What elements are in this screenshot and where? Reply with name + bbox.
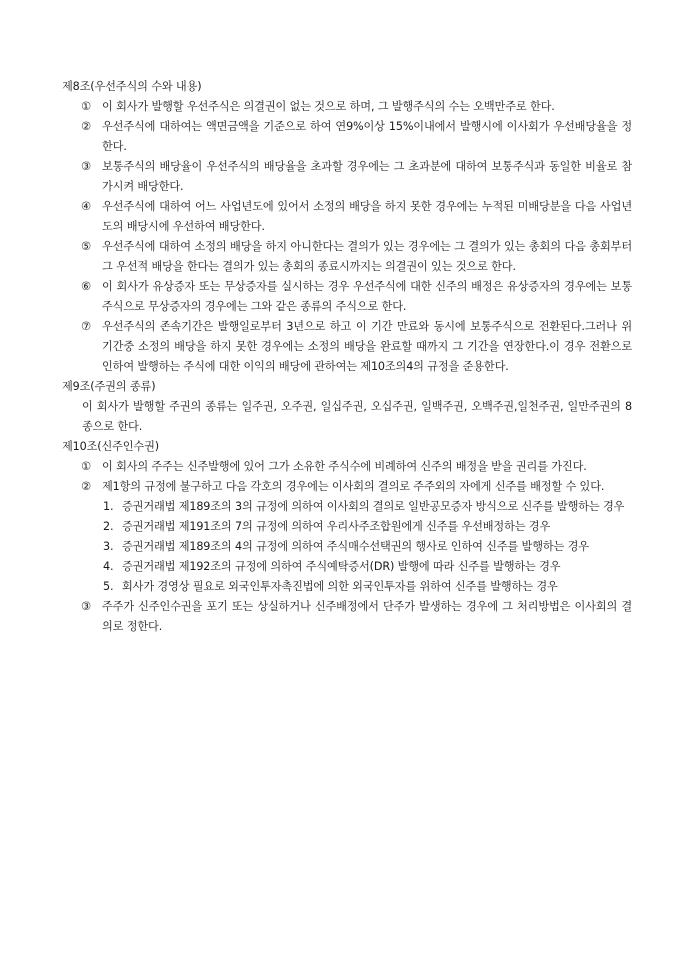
item-text: 증권거래법 제191조의 7의 규정에 의하여 우리사주조합원에게 신주를 우선배정하는 경우 [122, 520, 551, 533]
article-8-paragraph-3 [62, 157, 632, 197]
paragraph-marker: ① [81, 460, 91, 473]
article-9-heading: 제9조(주권의 종류) [62, 380, 156, 393]
paragraph-text: 주주가 신주인수권을 포기 또는 상실하거나 신주배정에서 단주가 발생하는 경우에 그 처리방법은 이사회의 결의로 정한다. [102, 600, 632, 633]
item-text: 증권거래법 제189조의 4의 규정에 의하여 주식매수선택권의 행사로 인하여 신주를 발행하는 경우 [122, 540, 589, 553]
article-8-paragraph-4 [62, 197, 632, 237]
article-9-text: 이 회사가 발행할 주권의 종류는 일주권, 오주권, 일십주권, 오십주권, 일백주권, 오백주권,일천주권, 일만주권의 8종으로 한다. [82, 400, 632, 433]
paragraph-marker: ① [81, 100, 91, 113]
item-text: 회사가 경영상 필요로 외국인투자촉진법에 의한 외국인투자를 위하여 신주를 발행하는 경우 [122, 580, 558, 593]
item-text: 증권거래법 제189조의 3의 규정에 의하여 이사회의 결의로 일반공모증자 방식으로 신주를 발행하는 경우 [122, 500, 625, 513]
item-marker: 3. [103, 540, 114, 553]
article-10-item-3 [62, 537, 632, 557]
item-marker: 4. [103, 560, 114, 573]
item-marker: 2. [103, 520, 114, 533]
article-8-paragraph-6 [62, 277, 632, 317]
paragraph-marker: ③ [81, 600, 91, 613]
paragraph-text: 우선주식의 존속기간은 발행일로부터 3년으로 하고 이 기간 만료와 동시에 보통주식으로 전환된다.그러나 위 기간중 소정의 배당을 하지 못한 경우에는 소정의 배당을 완료할 때까지 그 기간을 연장한다.이 경우 전환으로 인하여 발행하는 주식에 대한 이익의 배당에 관하여는 제10조의4의 규정을 준용한다. [102, 320, 632, 373]
article-9-body [62, 397, 632, 437]
item-marker: 1. [103, 500, 114, 513]
paragraph-marker: ⑦ [81, 320, 91, 333]
item-text: 증권거래법 제192조의 규정에 의하여 주식예탁증서(DR) 발행에 따라 신주를 발행하는 경우 [122, 560, 561, 573]
article-8-paragraph-1 [62, 97, 632, 117]
paragraph-marker: ⑤ [81, 240, 91, 253]
article-10-paragraph-3 [62, 597, 632, 637]
article-8-paragraph-5 [62, 237, 632, 277]
item-marker: 5. [103, 580, 114, 593]
paragraph-marker: ④ [81, 200, 91, 213]
paragraph-text: 우선주식에 대하여는 액면금액을 기준으로 하여 연9%이상 15%이내에서 발행시에 이사회가 우선배당율을 정한다. [102, 120, 632, 153]
article-10-paragraph-2 [62, 477, 632, 497]
paragraph-marker: ② [81, 480, 91, 493]
paragraph-marker: ③ [81, 160, 91, 173]
article-8-paragraph-2 [62, 117, 632, 157]
document-body [62, 77, 632, 637]
article-8-heading: 제8조(우선주식의 수와 내용) [62, 80, 202, 93]
article-10-item-2 [62, 517, 632, 537]
article-10-item-1 [62, 497, 632, 517]
paragraph-marker: ⑥ [81, 280, 91, 293]
article-10-item-4 [62, 557, 632, 577]
paragraph-text: 제1항의 규정에 불구하고 다음 각호의 경우에는 이사회의 결의로 주주외의 자에게 신주를 배정할 수 있다. [102, 480, 605, 493]
paragraph-text: 이 회사가 유상증자 또는 무상증자를 실시하는 경우 우선주식에 대한 신주의 배정은 유상증자의 경우에는 보통주식으로 무상증자의 경우에는 그와 같은 종류의 주식으로 한다. [102, 280, 632, 313]
article-10-item-5 [62, 577, 632, 597]
paragraph-marker: ② [81, 120, 91, 133]
paragraph-text: 이 회사의 주주는 신주발행에 있어 그가 소유한 주식수에 비례하여 신주의 배정을 받을 권리를 가진다. [102, 460, 587, 473]
paragraph-text: 우선주식에 대하여 소정의 배당을 하지 아니한다는 결의가 있는 경우에는 그 결의가 있는 총회의 다음 총회부터 그 우선적 배당을 한다는 결의가 있는 총회의 종료시까지는 의결권이 있는 것으로 한다. [102, 240, 632, 273]
article-10-heading: 제10조(신주인수권) [62, 440, 159, 453]
paragraph-text: 우선주식에 대하여 어느 사업년도에 있어서 소정의 배당을 하지 못한 경우에는 누적된 미배당분을 다음 사업년도의 배당시에 우선하여 배당한다. [102, 200, 632, 233]
article-10-paragraph-1 [62, 457, 632, 477]
paragraph-text: 보통주식의 배당율이 우선주식의 배당율을 초과할 경우에는 그 초과분에 대하여 보통주식과 동일한 비율로 참가시켜 배당한다. [102, 160, 632, 193]
article-8-paragraph-7 [62, 317, 632, 377]
paragraph-text: 이 회사가 발행할 우선주식은 의결권이 없는 것으로 하며, 그 발행주식의 수는 오백만주로 한다. [102, 100, 555, 113]
